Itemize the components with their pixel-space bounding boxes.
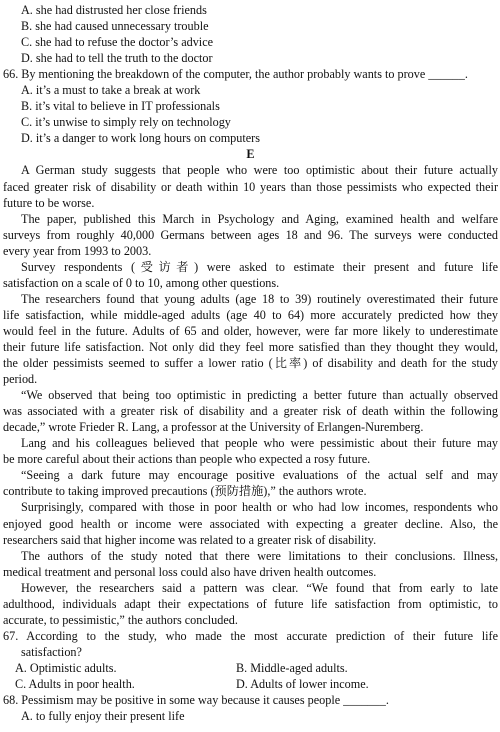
passage-line: enjoyed good health or income were associated with expecting a greater decline. Also, the: [3, 516, 498, 531]
q68-option-a: A. to fully enjoy their present life: [21, 709, 185, 724]
q66-option-a: A. it’s a must to take a break at work: [21, 83, 201, 98]
passage-line: Surprisingly, compared with those in poor health or who had low incomes, respondents who: [21, 500, 498, 515]
passage-line: life satisfaction, while middle-aged adults (age 40 to 64) more accurately predicted how they: [3, 307, 498, 322]
q65-option-d: D. she had to tell the truth to the doctor: [21, 51, 213, 66]
passage-line: faced greater risk of disability or death within 10 years than those pessimists who expected their: [3, 179, 498, 194]
q66-option-d: D. it’s a danger to work long hours on computers: [21, 131, 260, 146]
q65-option-c: C. she had to refuse the doctor’s advice: [21, 35, 214, 50]
passage-line: would feel in the future. Adults of 65 and older, however, were far more likely to underestimate: [3, 323, 498, 338]
passage-line: adulthood, individuals adapt their expectations of future life satisfaction from optimistic, to: [3, 596, 498, 611]
passage-line: decade,” wrote Frieder R. Lang, a professor at the University of Erlangen-Nuremberg.: [3, 420, 424, 435]
passage-line: medical treatment and personal loss could also have driven health outcomes.: [3, 564, 377, 579]
passage-line: The researchers found that young adults (age 18 to 39) routinely overestimated their future: [21, 291, 498, 306]
passage-line: the older pessimists seemed to suffer a lower ratio (比率) of disability and death for the study: [3, 356, 498, 371]
q67-options-row-1: [3, 660, 498, 676]
q66-stem: 66. By mentioning the breakdown of the computer, the author probably wants to prove ______.: [3, 67, 468, 82]
q67-stem: 67. According to the study, who made the most accurate prediction of their future life: [3, 628, 498, 643]
passage-line: period.: [3, 372, 38, 387]
q67-option-a: A. Optimistic adults.: [15, 660, 117, 675]
passage-line: The authors of the study noted that there were limitations to their conclusions. Illness,: [21, 548, 498, 563]
q65-option-b: B. she had caused unnecessary trouble: [21, 19, 209, 34]
passage-line: be more careful about their actions than people who expected a rosy future.: [3, 452, 371, 467]
passage-line: “We observed that being too optimistic in predicting a better future than actually observed: [21, 388, 498, 403]
passage-line: their future life satisfaction. Not only did they feel more satisfied than they thought they would,: [3, 339, 498, 354]
q65-option-a: A. she had distrusted her close friends: [21, 3, 207, 17]
q68-stem: 68. Pessimism may be positive in some way because it causes people _______.: [3, 693, 389, 708]
q66-option-b: B. it’s vital to believe in IT professionals: [21, 99, 220, 114]
passage-line: “Seeing a dark future may encourage positive evaluations of the actual self and may: [21, 468, 498, 483]
q67-stem-continued: satisfaction?: [21, 644, 82, 659]
passage-line: Survey respondents (受访者) were asked to estimate their present and future life: [21, 259, 498, 274]
passage-line: accurate, to pessimistic,” the authors concluded.: [3, 612, 238, 627]
q66-option-c: C. it’s unwise to simply rely on technology: [21, 115, 231, 130]
passage-line: was associated with a greater risk of disability and a greater risk of death within the following: [3, 404, 498, 419]
passage-line: A German study suggests that people who were too optimistic about their future actually: [21, 163, 498, 178]
passage-line: surveys from roughly 40,000 Germans between ages 18 and 96. The surveys were conducted: [3, 227, 498, 242]
passage-line: future to be worse.: [3, 195, 95, 210]
passage-line: every year from 1993 to 2003.: [3, 243, 152, 258]
passage-line: However, the researchers said a pattern was clear. “We found that from early to late: [21, 580, 498, 595]
passage-line: satisfaction on a scale of 0 to 10, among other questions.: [3, 275, 280, 290]
passage-line: contribute to taking improved precautions (预防措施),” the authors wrote.: [3, 484, 367, 499]
section-heading: E: [246, 147, 255, 162]
passage-line: researchers said that higher income was related to a greater risk of disability.: [3, 532, 377, 547]
passage-line: The paper, published this March in Psychology and Aging, examined health and welfare: [21, 211, 498, 226]
q67-options-row-2: [3, 676, 498, 692]
q67-option-c: C. Adults in poor health.: [15, 676, 135, 691]
q67-option-b: B. Middle-aged adults.: [236, 660, 348, 675]
q67-option-d: D. Adults of lower income.: [236, 676, 369, 691]
passage-line: Lang and his colleagues believed that people who were pessimistic about their future may: [21, 436, 498, 451]
